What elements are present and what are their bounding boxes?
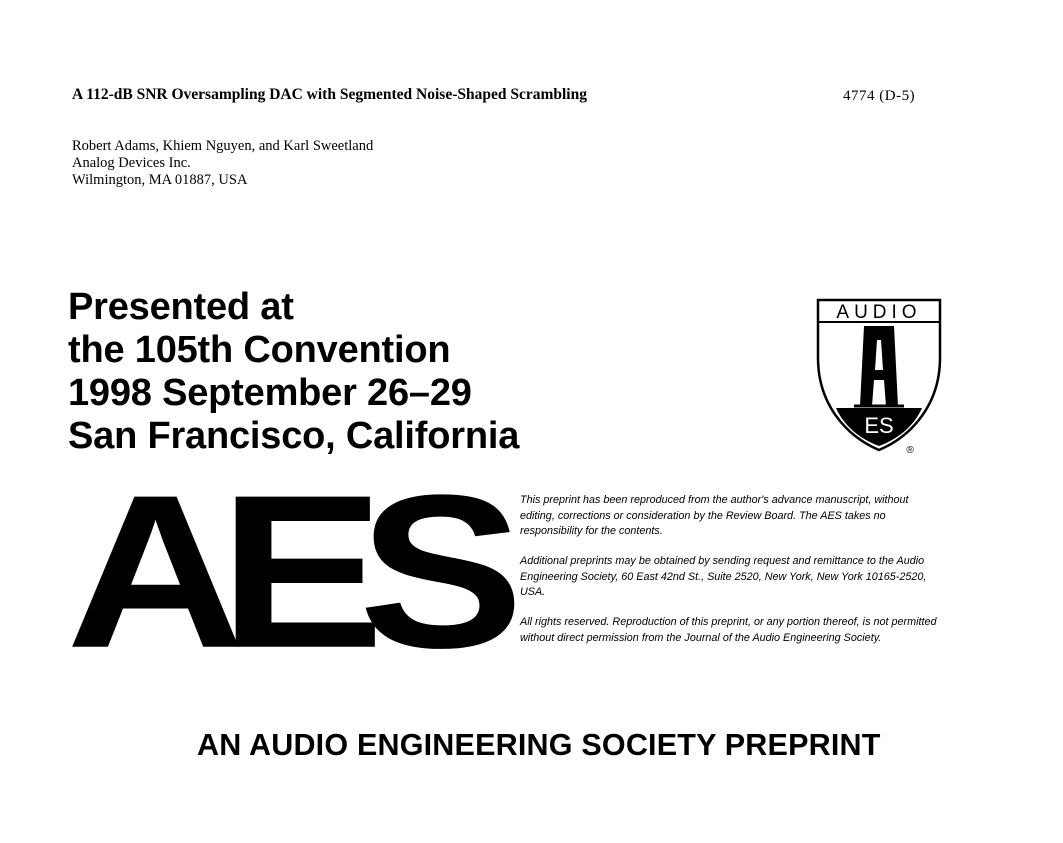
convention-location: San Francisco, California — [68, 415, 520, 457]
convention-line: the 105th Convention — [68, 329, 451, 371]
convention-line: Presented at — [68, 286, 294, 328]
preprint-notices — [520, 493, 940, 661]
convention-date: 1998 September 26–29 — [68, 372, 472, 414]
paper-title: A 112-dB SNR Oversampling DAC with Segmented Noise-Shaped Scrambling — [72, 86, 587, 103]
notice-reproduction: This preprint has been reproduced from the author's advance manuscript, without editing, corrections or consideration by the Review Board. The AES takes no responsibility for the contents. — [520, 494, 909, 537]
author-block — [72, 138, 373, 189]
convention-info — [68, 286, 519, 458]
author-names: Robert Adams, Khiem Nguyen, and Karl Sweetland — [72, 138, 374, 154]
notice-rights: All rights reserved. Reproduction of this preprint, or any portion thereof, is not permitted without direct permission from the Journal of the Audio Engineering Society. — [520, 616, 937, 644]
aes-wordmark: AES — [66, 448, 498, 694]
author-address: Wilmington, MA 01887, USA — [72, 172, 248, 188]
logo-top-text: AUDIO — [836, 302, 922, 323]
registered-mark: ® — [906, 445, 914, 456]
preprint-number: 4774 (D-5) — [843, 88, 916, 104]
aes-shield-logo-icon — [814, 296, 944, 456]
preprint-banner: AN AUDIO ENGINEERING SOCIETY PREPRINT — [197, 728, 881, 762]
logo-bottom-text: ES — [864, 413, 894, 438]
author-affiliation: Analog Devices Inc. — [72, 155, 191, 171]
notice-ordering: Additional preprints may be obtained by sending request and remittance to the Audio Engineering Society, 60 East 42nd St., Suite 2520, New York, New York 10165-2520, USA. — [520, 555, 927, 598]
